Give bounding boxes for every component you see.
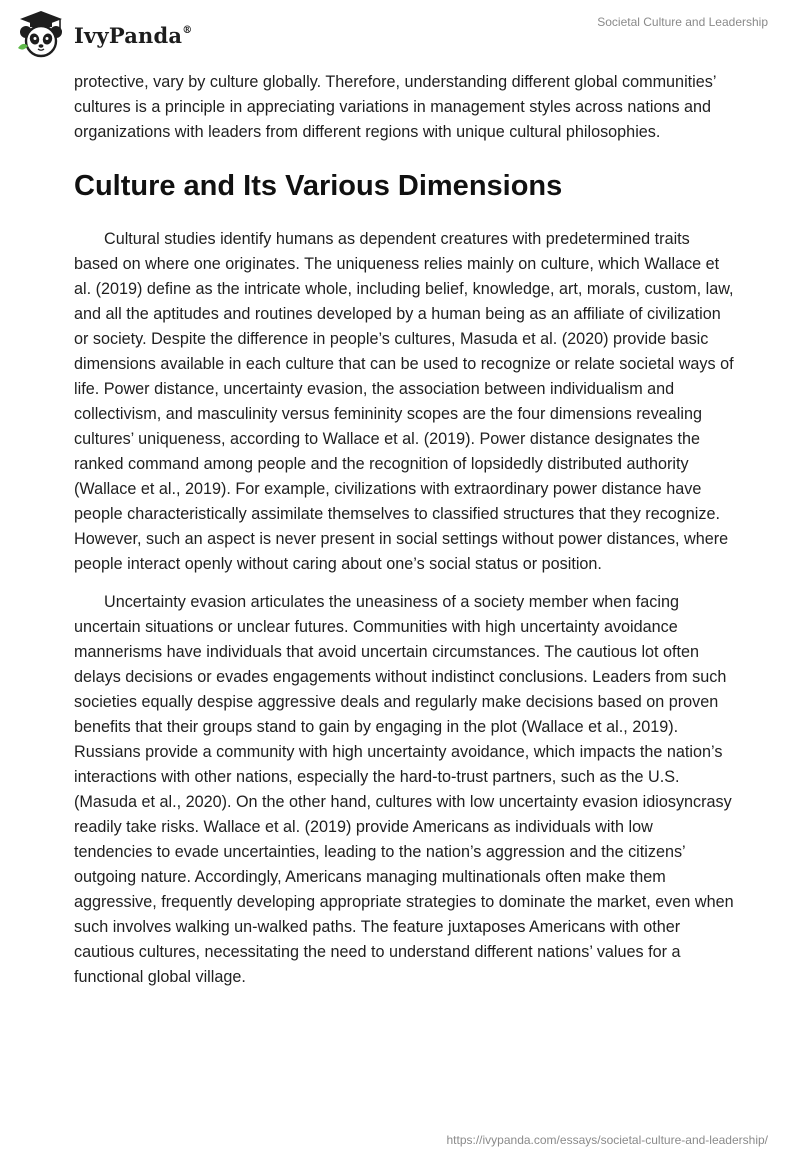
essay-content xyxy=(74,70,734,990)
body-paragraph: Uncertainty evasion articulates the uneasiness of a society member when facing uncertain situations or unclear futures. Communities with high uncertainty avoidance mannerisms have individuals that avoid uncertain circumstances. The cautious lot often delays decisions or evades engagements without indistinct conclusions. Leaders from such societies equally despise aggressive deals and regularly make decisions based on proven benefits that their groups stand to gain by engaging in the plot (Wallace et al., 2019). Russians provide a community with high uncertainty avoidance, which impacts the nation’s interactions with other nations, especially the hard-to-trust partners, such as the U.S. (Masuda et al., 2020). On the other hand, cultures with low uncertainty evasion idiosyncrasy readily take risks. Wallace et al. (2019) provide Americans as individuals with low tendencies to evade uncertainties, leading to the nation’s aggression and the citizens’ outgoing nature. Accordingly, Americans managing multinationals often make them aggressive, frequently developing appropriate strategies to dominate the market, even when such involves walking un-walked paths. The feature juxtaposes Americans with other cautious cultures, necessitating the need to understand different nations’ values for a functional global village. xyxy=(74,593,734,986)
document-title: Societal Culture and Leadership xyxy=(597,15,768,29)
section-heading: Culture and Its Various Dimensions xyxy=(74,170,563,202)
panda-graduate-icon xyxy=(14,8,68,60)
footer-url[interactable]: https://ivypanda.com/essays/societal-culture-and-leadership/ xyxy=(446,1133,768,1147)
page-header xyxy=(0,0,800,70)
body-paragraph: Cultural studies identify humans as dependent creatures with predetermined traits based on where one originates. The uniqueness relies mainly on culture, which Wallace et al. (2019) define as the intricate whole, including belief, knowledge, art, morals, custom, law, and all the aptitudes and routines developed by a human being as an affiliate of civilization or society. Despite the difference in people’s cultures, Masuda et al. (2020) provide basic dimensions available in each culture that can be used to recognize or relate societal ways of life. Power distance, uncertainty evasion, the association between individualism and collectivism, and masculinity versus femininity scopes are the four dimensions revealing cultures’ uniqueness, according to Wallace et al. (2019). Power distance designates the ranked command among people and the recognition of lopsidedly distributed authority (Wallace et al., 2019). For example, civilizations with extraordinary power distance have people characteristically assimilate themselves to classified structures that they recognize. However, such an aspect is never present in social settings without power distances, where people interact openly without caring about one’s social status or position. xyxy=(74,230,734,573)
intro-paragraph: protective, vary by culture globally. Therefore, understanding different global communities’ cultures is a principle in appreciating variations in management styles across nations and organizations with leaders from different regions with unique cultural philosophies. xyxy=(74,73,716,141)
registered-mark: ® xyxy=(182,24,193,36)
brand-logo[interactable] xyxy=(14,8,192,60)
brand-name: IvyPanda® xyxy=(74,22,193,48)
